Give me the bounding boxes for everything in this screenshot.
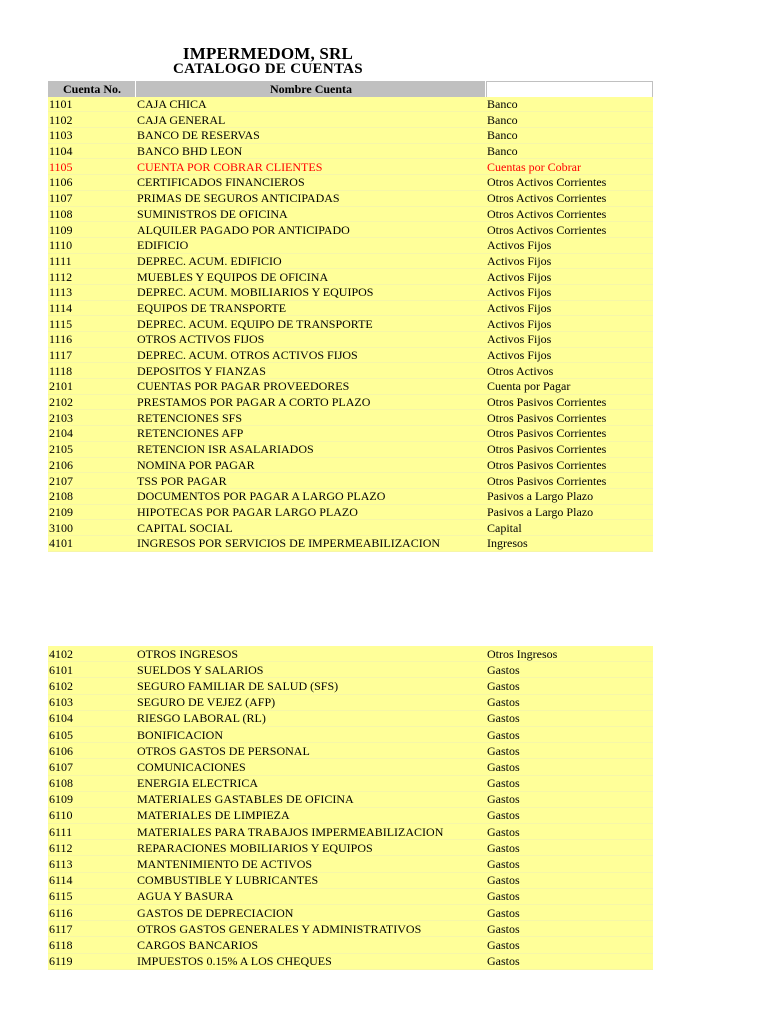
account-name: CARGOS BANCARIOS bbox=[136, 937, 486, 953]
table-row bbox=[48, 905, 653, 921]
table-row bbox=[48, 873, 653, 889]
account-code: 2105 bbox=[48, 442, 136, 458]
account-type: Gastos bbox=[486, 678, 653, 694]
table-row bbox=[48, 207, 653, 223]
account-type: Otros Activos bbox=[486, 363, 653, 379]
account-type: Gastos bbox=[486, 824, 653, 840]
account-code: 1105 bbox=[48, 159, 136, 175]
account-name: OTROS GASTOS GENERALES Y ADMINISTRATIVOS bbox=[136, 921, 486, 937]
account-type: Otros Activos Corrientes bbox=[486, 191, 653, 207]
table-row bbox=[48, 776, 653, 792]
account-type: Gastos bbox=[486, 889, 653, 905]
table-row bbox=[48, 238, 653, 254]
account-type: Gastos bbox=[486, 743, 653, 759]
account-code: 6116 bbox=[48, 905, 136, 921]
account-type: Activos Fijos bbox=[486, 269, 653, 285]
table-row bbox=[48, 191, 653, 207]
table-row bbox=[48, 856, 653, 872]
table-row bbox=[48, 678, 653, 694]
account-code: 2107 bbox=[48, 473, 136, 489]
account-type: Activos Fijos bbox=[486, 254, 653, 270]
account-type: Gastos bbox=[486, 840, 653, 856]
table-row bbox=[48, 937, 653, 953]
table-row bbox=[48, 889, 653, 905]
account-type: Gastos bbox=[486, 711, 653, 727]
account-type: Cuentas por Cobrar bbox=[486, 159, 653, 175]
account-code: 6113 bbox=[48, 856, 136, 872]
account-type: Gastos bbox=[486, 905, 653, 921]
table-row bbox=[48, 379, 653, 395]
account-name: DOCUMENTOS POR PAGAR A LARGO PLAZO bbox=[136, 489, 486, 505]
account-name: OTROS ACTIVOS FIJOS bbox=[136, 332, 486, 348]
account-type: Otros Pasivos Corrientes bbox=[486, 458, 653, 474]
account-type: Capital bbox=[486, 520, 653, 536]
table-row bbox=[48, 316, 653, 332]
account-code: 4102 bbox=[48, 646, 136, 662]
table-row bbox=[48, 159, 653, 175]
account-type: Cuenta por Pagar bbox=[486, 379, 653, 395]
account-code: 2109 bbox=[48, 505, 136, 521]
account-name: CUENTAS POR PAGAR PROVEEDORES bbox=[136, 379, 486, 395]
account-code: 6119 bbox=[48, 954, 136, 970]
account-code: 1114 bbox=[48, 301, 136, 317]
account-code: 1118 bbox=[48, 363, 136, 379]
table-row bbox=[48, 97, 653, 113]
account-name: BANCO BHD LEON bbox=[136, 144, 486, 160]
table-row bbox=[48, 921, 653, 937]
account-code: 3100 bbox=[48, 520, 136, 536]
account-name: BANCO DE RESERVAS bbox=[136, 128, 486, 144]
account-type: Gastos bbox=[486, 759, 653, 775]
column-header-type bbox=[486, 81, 653, 97]
account-type: Gastos bbox=[486, 856, 653, 872]
table-row bbox=[48, 254, 653, 270]
account-type: Gastos bbox=[486, 808, 653, 824]
account-type: Gastos bbox=[486, 921, 653, 937]
account-type: Otros Ingresos bbox=[486, 646, 653, 662]
account-list-2 bbox=[48, 646, 653, 970]
table-row bbox=[48, 426, 653, 442]
account-name: OTROS GASTOS DE PERSONAL bbox=[136, 743, 486, 759]
table-row bbox=[48, 222, 653, 238]
table-row bbox=[48, 301, 653, 317]
table-row bbox=[48, 269, 653, 285]
account-code: 1107 bbox=[48, 191, 136, 207]
table-row bbox=[48, 112, 653, 128]
account-name: AGUA Y BASURA bbox=[136, 889, 486, 905]
account-code: 1103 bbox=[48, 128, 136, 144]
account-type: Banco bbox=[486, 128, 653, 144]
account-name: ALQUILER PAGADO POR ANTICIPADO bbox=[136, 222, 486, 238]
account-code: 6117 bbox=[48, 921, 136, 937]
account-name: SUMINISTROS DE OFICINA bbox=[136, 207, 486, 223]
account-name: NOMINA POR PAGAR bbox=[136, 458, 486, 474]
account-code: 1112 bbox=[48, 269, 136, 285]
account-code: 6101 bbox=[48, 662, 136, 678]
account-type: Gastos bbox=[486, 792, 653, 808]
company-title: IMPERMEDOM, SRL bbox=[182, 44, 354, 63]
account-code: 2104 bbox=[48, 426, 136, 442]
account-name: GASTOS DE DEPRECIACION bbox=[136, 905, 486, 921]
table-row bbox=[48, 954, 653, 970]
account-name: RETENCIONES SFS bbox=[136, 410, 486, 426]
account-type: Otros Pasivos Corrientes bbox=[486, 473, 653, 489]
table-row bbox=[48, 410, 653, 426]
account-name: MANTENIMIENTO DE ACTIVOS bbox=[136, 856, 486, 872]
table-row bbox=[48, 442, 653, 458]
account-name: IMPUESTOS 0.15% A LOS CHEQUES bbox=[136, 954, 486, 970]
account-code: 2103 bbox=[48, 410, 136, 426]
account-name: RIESGO LABORAL (RL) bbox=[136, 711, 486, 727]
table-row bbox=[48, 285, 653, 301]
account-type: Otros Activos Corrientes bbox=[486, 222, 653, 238]
account-code: 6108 bbox=[48, 776, 136, 792]
table-row bbox=[48, 128, 653, 144]
account-code: 1109 bbox=[48, 222, 136, 238]
account-type: Otros Pasivos Corrientes bbox=[486, 426, 653, 442]
account-type: Gastos bbox=[486, 662, 653, 678]
table-header-row bbox=[48, 81, 653, 97]
account-code: 1108 bbox=[48, 207, 136, 223]
account-name: ENERGIA ELECTRICA bbox=[136, 776, 486, 792]
account-type: Activos Fijos bbox=[486, 348, 653, 364]
account-name: DEPREC. ACUM. MOBILIARIOS Y EQUIPOS bbox=[136, 285, 486, 301]
account-name: REPARACIONES MOBILIARIOS Y EQUIPOS bbox=[136, 840, 486, 856]
table-row bbox=[48, 458, 653, 474]
account-type: Otros Activos Corrientes bbox=[486, 207, 653, 223]
account-code: 1106 bbox=[48, 175, 136, 191]
account-type: Activos Fijos bbox=[486, 238, 653, 254]
account-name: RETENCION ISR ASALARIADOS bbox=[136, 442, 486, 458]
account-name: PRESTAMOS POR PAGAR A CORTO PLAZO bbox=[136, 395, 486, 411]
account-type: Pasivos a Largo Plazo bbox=[486, 505, 653, 521]
account-name: SEGURO DE VEJEZ (AFP) bbox=[136, 695, 486, 711]
account-name: CUENTA POR COBRAR CLIENTES bbox=[136, 159, 486, 175]
account-name: TSS POR PAGAR bbox=[136, 473, 486, 489]
account-name: COMUNICACIONES bbox=[136, 759, 486, 775]
account-code: 1102 bbox=[48, 112, 136, 128]
account-name: BONIFICACION bbox=[136, 727, 486, 743]
account-name: MATERIALES DE LIMPIEZA bbox=[136, 808, 486, 824]
account-name: OTROS INGRESOS bbox=[136, 646, 486, 662]
account-name: CAPITAL SOCIAL bbox=[136, 520, 486, 536]
account-code: 1113 bbox=[48, 285, 136, 301]
account-name: SUELDOS Y SALARIOS bbox=[136, 662, 486, 678]
column-header-account: Cuenta No. bbox=[48, 81, 136, 97]
table-row bbox=[48, 520, 653, 536]
account-type: Otros Pasivos Corrientes bbox=[486, 410, 653, 426]
catalog-subtitle: CATALOGO DE CUENTAS bbox=[173, 61, 363, 77]
table-row bbox=[48, 824, 653, 840]
account-type: Gastos bbox=[486, 776, 653, 792]
account-type: Gastos bbox=[486, 937, 653, 953]
account-code: 6112 bbox=[48, 840, 136, 856]
account-code: 1104 bbox=[48, 144, 136, 160]
account-code: 6107 bbox=[48, 759, 136, 775]
table-row bbox=[48, 743, 653, 759]
account-type: Banco bbox=[486, 112, 653, 128]
account-code: 6109 bbox=[48, 792, 136, 808]
account-name: EQUIPOS DE TRANSPORTE bbox=[136, 301, 486, 317]
table-row bbox=[48, 695, 653, 711]
table-row bbox=[48, 646, 653, 662]
table-row bbox=[48, 727, 653, 743]
table-row bbox=[48, 840, 653, 856]
account-name: DEPREC. ACUM. EDIFICIO bbox=[136, 254, 486, 270]
table-row bbox=[48, 348, 653, 364]
account-type: Activos Fijos bbox=[486, 332, 653, 348]
column-header-name: Nombre Cuenta bbox=[136, 81, 486, 97]
account-name: MATERIALES PARA TRABAJOS IMPERMEABILIZACION bbox=[136, 824, 486, 840]
account-name: CAJA GENERAL bbox=[136, 112, 486, 128]
table-row bbox=[48, 363, 653, 379]
account-code: 1111 bbox=[48, 254, 136, 270]
table-row bbox=[48, 473, 653, 489]
account-code: 6102 bbox=[48, 678, 136, 694]
account-name: DEPREC. ACUM. EQUIPO DE TRANSPORTE bbox=[136, 316, 486, 332]
account-name: CERTIFICADOS FINANCIEROS bbox=[136, 175, 486, 191]
account-type: Banco bbox=[486, 97, 653, 113]
account-type: Otros Pasivos Corrientes bbox=[486, 395, 653, 411]
account-type: Banco bbox=[486, 144, 653, 160]
account-name: DEPREC. ACUM. OTROS ACTIVOS FIJOS bbox=[136, 348, 486, 364]
account-code: 6111 bbox=[48, 824, 136, 840]
account-type: Gastos bbox=[486, 695, 653, 711]
table-row bbox=[48, 759, 653, 775]
account-name: MATERIALES GASTABLES DE OFICINA bbox=[136, 792, 486, 808]
account-code: 6118 bbox=[48, 937, 136, 953]
account-type: Otros Activos Corrientes bbox=[486, 175, 653, 191]
account-type: Pasivos a Largo Plazo bbox=[486, 489, 653, 505]
account-code: 1115 bbox=[48, 316, 136, 332]
table-row bbox=[48, 536, 653, 552]
account-name: SEGURO FAMILIAR DE SALUD (SFS) bbox=[136, 678, 486, 694]
account-name: CAJA CHICA bbox=[136, 97, 486, 113]
account-type: Otros Pasivos Corrientes bbox=[486, 442, 653, 458]
account-name: RETENCIONES AFP bbox=[136, 426, 486, 442]
account-code: 1116 bbox=[48, 332, 136, 348]
account-table-2 bbox=[48, 646, 653, 970]
account-type: Gastos bbox=[486, 727, 653, 743]
account-code: 4101 bbox=[48, 536, 136, 552]
table-row bbox=[48, 175, 653, 191]
account-code: 6110 bbox=[48, 808, 136, 824]
table-row bbox=[48, 792, 653, 808]
account-code: 6106 bbox=[48, 743, 136, 759]
account-name: PRIMAS DE SEGUROS ANTICIPADAS bbox=[136, 191, 486, 207]
account-type: Activos Fijos bbox=[486, 285, 653, 301]
account-code: 1110 bbox=[48, 238, 136, 254]
account-name: MUEBLES Y EQUIPOS DE OFICINA bbox=[136, 269, 486, 285]
account-type: Activos Fijos bbox=[486, 316, 653, 332]
account-type: Activos Fijos bbox=[486, 301, 653, 317]
account-name: HIPOTECAS POR PAGAR LARGO PLAZO bbox=[136, 505, 486, 521]
account-table-1 bbox=[48, 81, 653, 552]
table-row bbox=[48, 711, 653, 727]
account-name: COMBUSTIBLE Y LUBRICANTES bbox=[136, 873, 486, 889]
account-code: 1101 bbox=[48, 97, 136, 113]
account-code: 2102 bbox=[48, 395, 136, 411]
account-name: INGRESOS POR SERVICIOS DE IMPERMEABILIZACION bbox=[136, 536, 486, 552]
account-code: 6114 bbox=[48, 873, 136, 889]
table-row bbox=[48, 505, 653, 521]
account-type: Gastos bbox=[486, 954, 653, 970]
account-code: 6105 bbox=[48, 727, 136, 743]
account-type: Ingresos bbox=[486, 536, 653, 552]
account-code: 6115 bbox=[48, 889, 136, 905]
account-type: Gastos bbox=[486, 873, 653, 889]
account-code: 2106 bbox=[48, 458, 136, 474]
account-name: DEPOSITOS Y FIANZAS bbox=[136, 363, 486, 379]
table-row bbox=[48, 144, 653, 160]
account-code: 2101 bbox=[48, 379, 136, 395]
account-code: 6104 bbox=[48, 711, 136, 727]
account-code: 6103 bbox=[48, 695, 136, 711]
table-row bbox=[48, 395, 653, 411]
table-row bbox=[48, 489, 653, 505]
table-row bbox=[48, 332, 653, 348]
table-row bbox=[48, 808, 653, 824]
account-list-1 bbox=[48, 97, 653, 552]
account-code: 1117 bbox=[48, 348, 136, 364]
table-row bbox=[48, 662, 653, 678]
account-name: EDIFICIO bbox=[136, 238, 486, 254]
account-code: 2108 bbox=[48, 489, 136, 505]
